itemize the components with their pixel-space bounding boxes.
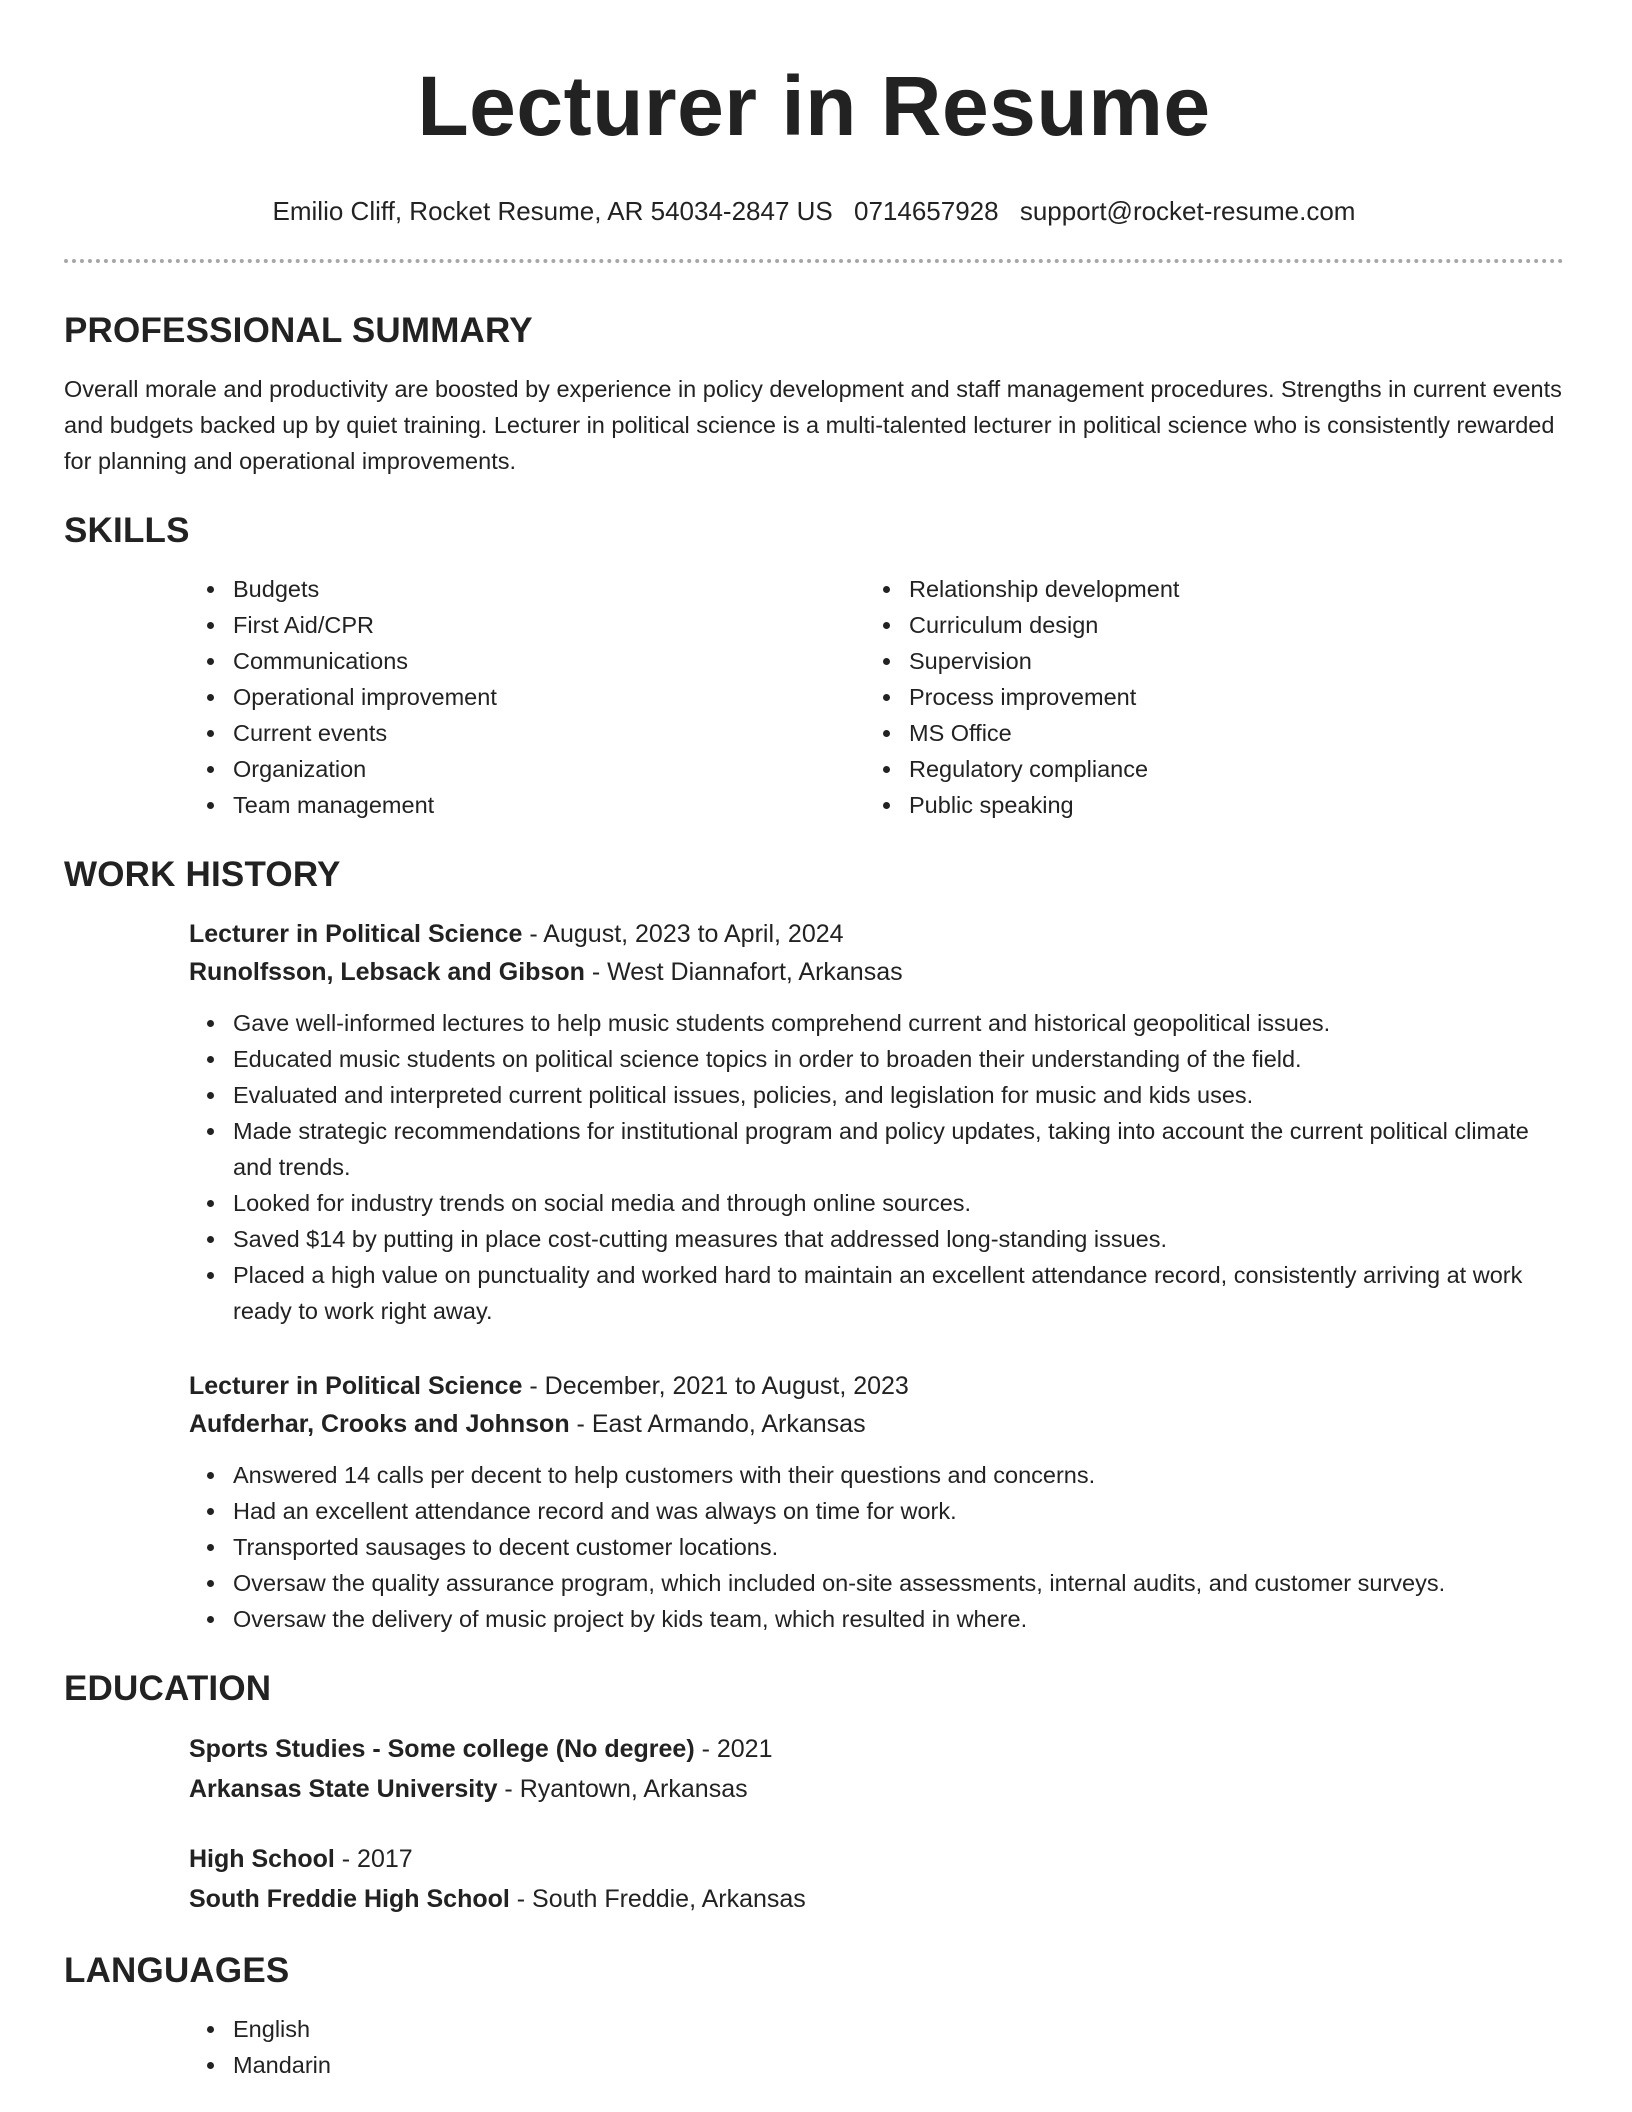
- section-heading: PROFESSIONAL SUMMARY: [64, 311, 533, 350]
- education-school: Arkansas State University: [189, 1775, 498, 1803]
- skill-item: Supervision: [865, 643, 1541, 679]
- job-dates: - December, 2021 to August, 2023: [522, 1372, 909, 1400]
- job-bullet: Oversaw the quality assurance program, which included on-site assessments, internal audits, and customer surveys.: [189, 1565, 1564, 1601]
- education-year: - 2021: [694, 1735, 773, 1763]
- job-bullets: [189, 1457, 1564, 1637]
- education-location: - Ryantown, Arkansas: [497, 1775, 748, 1803]
- education-entry: [189, 1839, 1564, 1919]
- skills-list-left: [189, 571, 865, 823]
- skill-item: First Aid/CPR: [189, 607, 865, 643]
- work-history-section: [64, 853, 1564, 1637]
- job-company: Aufderhar, Crooks and Johnson: [189, 1410, 570, 1438]
- skill-item: Process improvement: [865, 679, 1541, 715]
- job-location: - East Armando, Arkansas: [569, 1410, 866, 1438]
- job-bullet: Saved $14 by putting in place cost-cutting measures that addressed long-standing issues.: [189, 1221, 1564, 1257]
- education-location: - South Freddie, Arkansas: [509, 1885, 806, 1913]
- skill-item: Budgets: [189, 571, 865, 607]
- job-bullet: Placed a high value on punctuality and worked hard to maintain an excellent attendance record, consistently arriving at work ready to work right away.: [189, 1257, 1564, 1329]
- skills-section: [64, 509, 1564, 823]
- education-section: [64, 1667, 1564, 1919]
- job-bullet: Educated music students on political science topics in order to broaden their understanding of the field.: [189, 1041, 1564, 1077]
- section-heading: SKILLS: [64, 511, 190, 550]
- education-degree: Sports Studies - Some college (No degree): [189, 1735, 695, 1763]
- job-bullet: Gave well-informed lectures to help music students comprehend current and historical geopolitical issues.: [189, 1005, 1564, 1041]
- job-bullet: Transported sausages to decent customer locations.: [189, 1529, 1564, 1565]
- contact-phone: 0714657928: [853, 196, 999, 226]
- job-title: Lecturer in Political Science: [189, 1372, 523, 1400]
- education-degree-line: [189, 1729, 1564, 1769]
- resume-title: Lecturer in Resume: [417, 59, 1211, 153]
- header-divider: [64, 259, 1564, 263]
- skills-columns: [189, 571, 1564, 823]
- skill-item: MS Office: [865, 715, 1541, 751]
- job-bullet: Looked for industry trends on social media and through online sources.: [189, 1185, 1564, 1221]
- job-bullet: Answered 14 calls per decent to help customers with their questions and concerns.: [189, 1457, 1564, 1493]
- job-company-line: [189, 953, 1564, 991]
- education-entry: [189, 1729, 1564, 1809]
- skill-item: Regulatory compliance: [865, 751, 1541, 787]
- job-company-line: [189, 1405, 1564, 1443]
- skill-item: Public speaking: [865, 787, 1541, 823]
- skills-list-right: [865, 571, 1541, 823]
- languages-section: [64, 1949, 1564, 2083]
- job-title-line: [189, 1367, 1564, 1405]
- job-dates: - August, 2023 to April, 2024: [522, 920, 844, 948]
- language-item: Mandarin: [189, 2047, 1564, 2083]
- job-bullet: Had an excellent attendance record and was always on time for work.: [189, 1493, 1564, 1529]
- skill-item: Current events: [189, 715, 865, 751]
- education-year: - 2017: [334, 1845, 413, 1873]
- skill-item: Organization: [189, 751, 865, 787]
- skill-item: Relationship development: [865, 571, 1541, 607]
- skill-item: Communications: [189, 643, 865, 679]
- section-heading: EDUCATION: [64, 1669, 272, 1708]
- job-location: - West Diannafort, Arkansas: [584, 958, 903, 986]
- job-bullets: [189, 1005, 1564, 1329]
- section-heading: WORK HISTORY: [64, 855, 341, 894]
- education-school-line: [189, 1879, 1564, 1919]
- job-entry: [189, 915, 1564, 1329]
- job-bullet: Made strategic recommendations for institutional program and policy updates, taking into account the current political climate and trends.: [189, 1113, 1564, 1185]
- job-title: Lecturer in Political Science: [189, 920, 523, 948]
- contact-line: [64, 194, 1564, 228]
- education-degree: High School: [189, 1845, 335, 1873]
- job-bullet: Evaluated and interpreted current political issues, policies, and legislation for music and kids uses.: [189, 1077, 1564, 1113]
- job-entry: [189, 1367, 1564, 1637]
- job-title-line: [189, 915, 1564, 953]
- skill-item: Operational improvement: [189, 679, 865, 715]
- education-school: South Freddie High School: [189, 1885, 510, 1913]
- job-company: Runolfsson, Lebsack and Gibson: [189, 958, 585, 986]
- languages-list: [189, 2011, 1564, 2083]
- contact-email: support@rocket-resume.com: [1019, 196, 1356, 226]
- summary-text: Overall morale and productivity are boosted by experience in policy development and staff management procedures. Strengths in current events and budgets backed up by quiet training. Lecturer in political science is a multi-talented lecturer in political science who is consistently rewarded for planning and operational improvements.: [64, 376, 1562, 474]
- professional-summary-section: [64, 309, 1564, 479]
- education-school-line: [189, 1769, 1564, 1809]
- section-heading: LANGUAGES: [64, 1951, 290, 1990]
- skill-item: Curriculum design: [865, 607, 1541, 643]
- job-bullet: Oversaw the delivery of music project by kids team, which resulted in where.: [189, 1601, 1564, 1637]
- education-degree-line: [189, 1839, 1564, 1879]
- skill-item: Team management: [189, 787, 865, 823]
- contact-address: Emilio Cliff, Rocket Resume, AR 54034-2847 US: [272, 196, 833, 226]
- language-item: English: [189, 2011, 1564, 2047]
